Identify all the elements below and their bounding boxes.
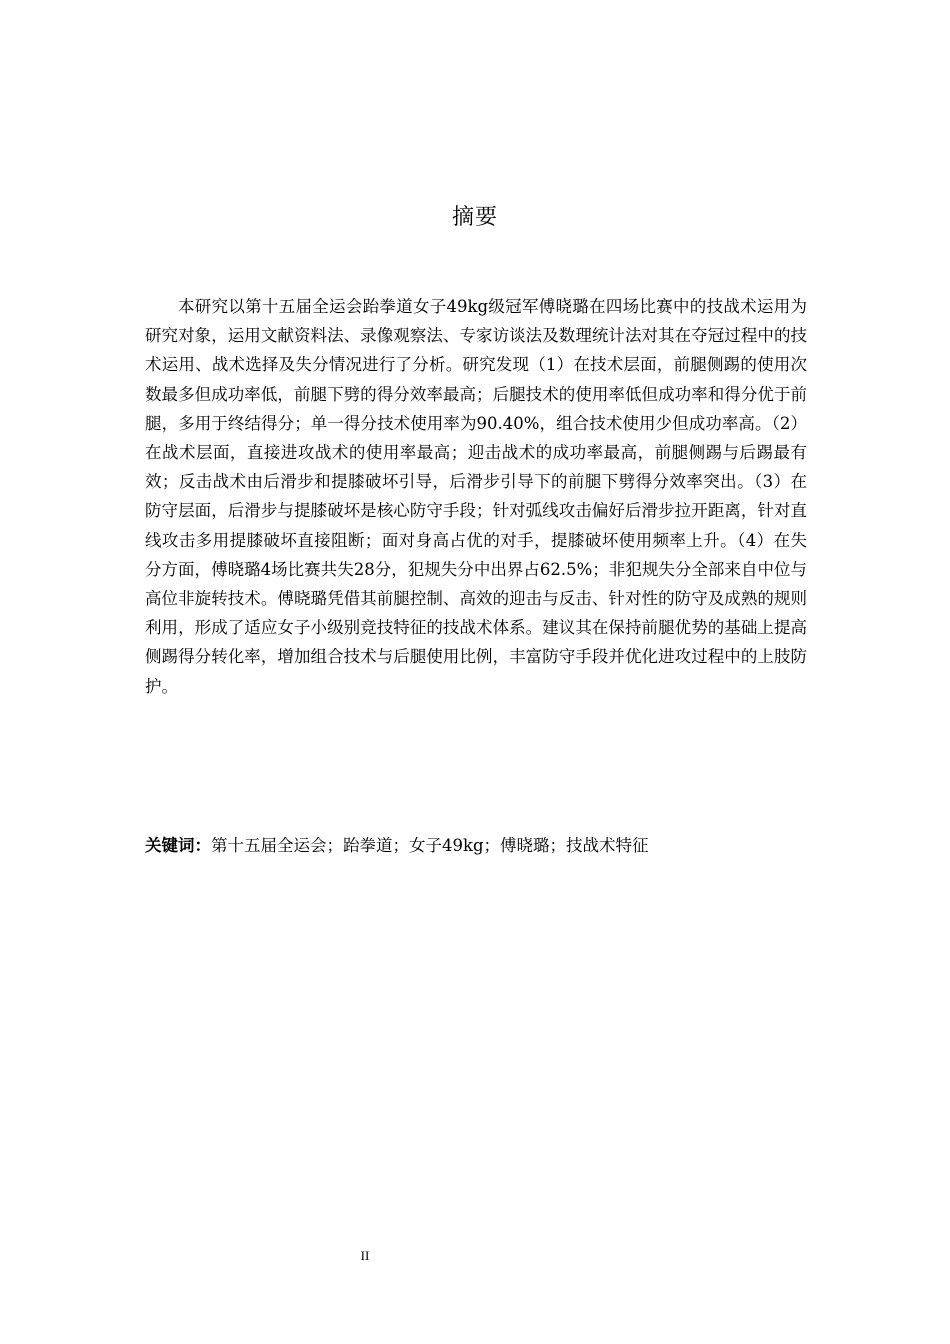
keywords-label: 关键词： <box>145 836 211 855</box>
abstract-paragraph: 本研究以第十五届全运会跆拳道女子49kg级冠军傅晓璐在四场比赛中的技战术运用为研究对象，运用文献资料法、录像观察法、专家访谈法及数理统计法对其在夺冠过程中的技术运用、战术选择及失分情况进行了分析。研究发现（1）在技术层面，前腿侧踢的使用次数最多但成功率低，前腿下劈的得分效率最高；后腿技术的使用率低但成功率和得分优于前腿，多用于终结得分；单一得分技术使用率为90.40%，组合技术使用少但成功率高。（2）在战术层面，直接进攻战术的使用率最高；迎击战术的成功率最高，前腿侧踢与后踢最有效；反击战术由后滑步和提膝破坏引导，后滑步引导下的前腿下劈得分效率突出。（3）在防守层面，后滑步与提膝破坏是核心防守手段；针对弧线攻击偏好后滑步拉开距离，针对直线攻击多用提膝破坏直接阻断；面对身高占优的对手，提膝破坏使用频率上升。（4）在失分方面，傅晓璐4场比赛共失28分，犯规失分中出界占62.5%；非犯规失分全部来自中位与高位非旋转技术。傅晓璐凭借其前腿控制、高效的迎击与反击、针对性的防守及成熟的规则利用，形成了适应女子小级别竞技特征的技战术体系。建议其在保持前腿优势的基础上提高侧踢得分转化率，增加组合技术与后腿使用比例，丰富防守手段并优化进攻过程中的上肢防护。 <box>145 297 807 696</box>
page-number: II <box>360 1248 370 1263</box>
keywords-text: 第十五届全运会；跆拳道；女子49kg；傅晓璐；技战术特征 <box>211 836 649 855</box>
keywords-line <box>145 832 807 860</box>
page-title: 摘要 <box>451 205 498 230</box>
